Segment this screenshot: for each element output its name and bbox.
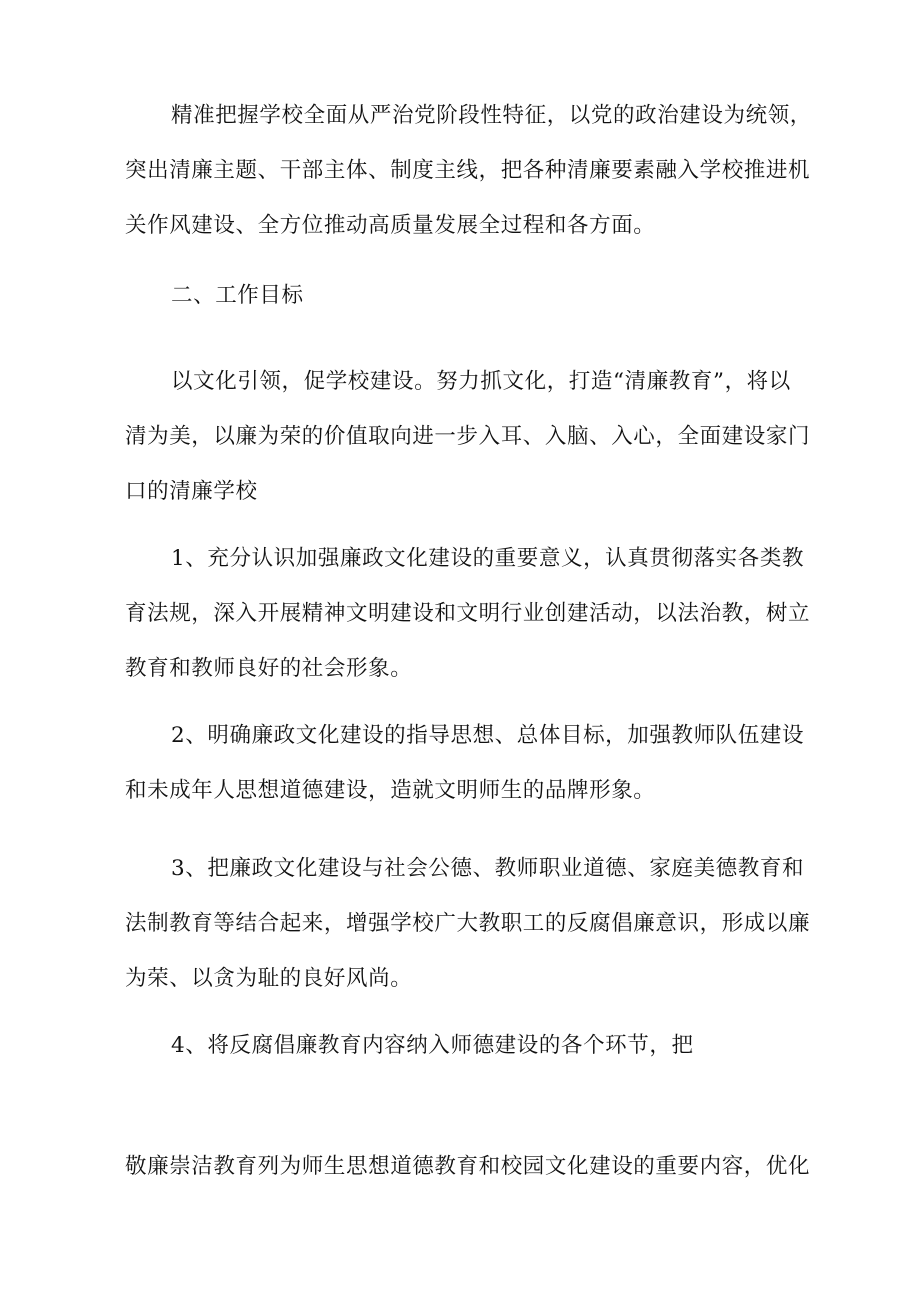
text-line: 敬廉崇洁教育列为师生思想道德教育和校园文化建设的重要内容，优化 [125, 1154, 811, 1179]
text-line: 1、充分认识加强廉政文化建设的重要意义，认真贯彻落实各类教 [171, 546, 805, 571]
text-line: 突出清廉主题、干部主体、制度主线，把各种清廉要素融入学校推进机 [125, 158, 811, 183]
heading-text: 二、工作目标 [171, 283, 304, 308]
text-line: 为荣、以贪为耻的良好风尚。 [125, 966, 413, 991]
paragraph-item-1 [125, 531, 811, 696]
text-line: 清为美，以廉为荣的价值取向进一步入耳、入脑、入心，全面建设家门 [125, 424, 811, 449]
text-line: 关作风建设、全方位推动高质量发展全过程和各方面。 [125, 213, 656, 238]
text-line: 教育和教师良好的社会形象。 [125, 656, 413, 681]
paragraph-item-4 [125, 1018, 805, 1073]
paragraph-item-3 [125, 841, 811, 1006]
text-line: 4、将反腐倡廉教育内容纳入师德建设的各个环节，把 [171, 1033, 694, 1058]
paragraph-continuation [125, 1139, 811, 1194]
text-line: 口的清廉学校 [125, 479, 258, 504]
paragraph-goal [125, 354, 811, 519]
text-line: 2、明确廉政文化建设的指导思想、总体目标，加强教师队伍建设 [171, 723, 805, 748]
text-line: 以文化引领，促学校建设。努力抓文化，打造“清廉教育”，将以 [171, 369, 791, 394]
paragraph-intro [125, 88, 812, 253]
text-line: 育法规，深入开展精神文明建设和文明行业创建活动，以法治教，树立 [125, 601, 811, 626]
paragraph-item-2 [125, 708, 805, 818]
text-line: 精准把握学校全面从严治党阶段性特征，以党的政治建设为统领， [171, 103, 812, 128]
text-line: 和未成年人思想道德建设，造就文明师生的品牌形象。 [125, 778, 656, 803]
text-line: 法制教育等结合起来，增强学校广大教职工的反腐倡廉意识，形成以廉 [125, 911, 811, 936]
text-line: 3、把廉政文化建设与社会公德、教师职业道德、家庭美德教育和 [171, 856, 805, 881]
section-heading [125, 268, 805, 323]
